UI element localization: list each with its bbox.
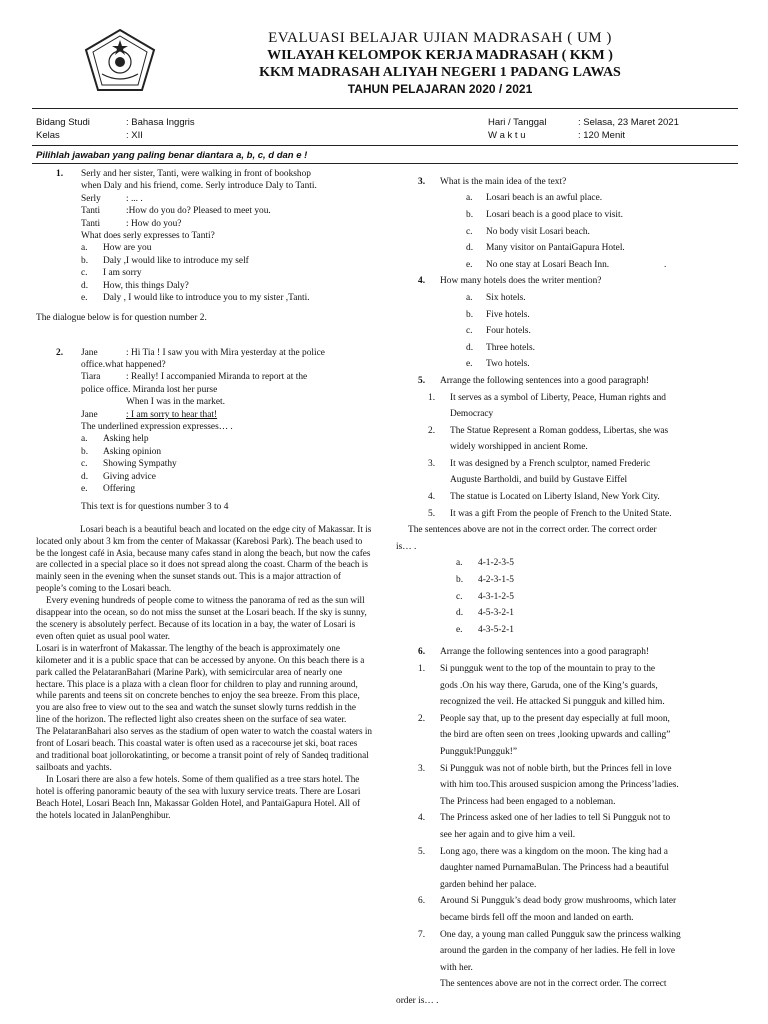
answer-option[interactable]: Three hotels. xyxy=(486,342,535,353)
question-text: Arrange the following sentences into a good paragraph! xyxy=(440,647,650,658)
option-key: a. xyxy=(466,193,473,204)
dialogue-line: When I was in the market. xyxy=(126,397,225,408)
option-key: b. xyxy=(466,209,474,220)
answer-option[interactable]: How are you xyxy=(103,243,152,254)
passage-paragraph: In Losari there are also a few hotels. Some of them qualified as a tree stars hotel. The hotel is offering panoramic beauty of the sea with luxury service treats. There are Losari Beach Hotel, Losari Beach Inn, Makassar Golden Hotel, and PantaiGapura Hotel. All of the hotels located in JalanPenghibur. xyxy=(36,773,361,820)
question-text: What does serly expresses to Tanti? xyxy=(81,230,215,241)
option-key: d. xyxy=(456,608,464,619)
answer-option[interactable]: Offering xyxy=(103,483,136,494)
answer-option[interactable]: No body visit Losari beach. xyxy=(486,226,590,237)
option-key: d. xyxy=(81,471,89,482)
answer-option[interactable]: Many visitor on PantaiGapura Hotel. xyxy=(486,243,625,254)
sentence-number: 5. xyxy=(418,846,426,857)
exam-header xyxy=(0,0,768,110)
option-key: d. xyxy=(466,243,474,254)
instruction-text: Pilihlah jawaban yang paling benar diantara a, b, c, d dan e ! xyxy=(36,150,308,161)
answer-option[interactable]: Four hotels. xyxy=(486,326,531,337)
question-text: The sentences above are not in the correct order. The correct order xyxy=(408,525,657,536)
question-text: What is the main idea of the text? xyxy=(440,177,567,187)
sentence-text: widely worshipped in ancient Rome. xyxy=(450,442,588,453)
option-key: b. xyxy=(81,255,89,266)
option-key: e. xyxy=(456,624,463,635)
answer-option[interactable]: Six hotels. xyxy=(486,292,526,303)
underlined-expression: : I am sorry to hear that! xyxy=(126,409,218,420)
ministry-emblem-logo xyxy=(84,28,156,92)
answer-option[interactable]: No one stay at Losari Beach Inn. xyxy=(486,259,610,270)
time-value: : 120 Menit xyxy=(578,130,625,141)
sentence-text: It serves as a symbol of Liberty, Peace, Human rights and xyxy=(450,392,666,403)
speaker: Tanti xyxy=(81,218,101,229)
speaker: Jane xyxy=(81,409,98,420)
sentence-text: Pungguk!Pungguk!” xyxy=(440,746,518,757)
passage-paragraph: Losari beach is a beautiful beach and located on the edge city of Makassar. It is located only about 3 km from the center of Makassar (Karebosi Park). The beach used to be the longest café in Asia, because many cafes stand in along the beach, but now the cafes are collected in a special place so it does not spread along the coast. Charm of the beach is mainly seen in the evening when the sunset stands out. This is a major attraction of people’s coming to the Losari beach. xyxy=(36,523,372,594)
question-text: Arrange the following sentences into a good paragraph! xyxy=(440,375,650,386)
question-number: 6. xyxy=(418,647,426,658)
sentence-text: Si Pungguk was not of noble birth, but the Princes fell in love xyxy=(440,763,672,774)
question-text: The sentences above are not in the correct order. The correct xyxy=(440,979,667,990)
sentence-text: The Princess asked one of her ladies to tell Si Pungguk not to xyxy=(440,813,671,824)
question-6 xyxy=(398,646,738,1011)
answer-option[interactable]: 4-2-3-1-5 xyxy=(478,575,514,586)
question-1 xyxy=(36,168,384,304)
sentence-text: the bird are often seen on trees ,looking upwards and calling” xyxy=(440,730,671,741)
sentence-text: Si pungguk went to the top of the mountain to pray to the xyxy=(440,664,656,675)
sentence-text: Democracy xyxy=(450,409,494,420)
passage-paragraph: Every evening hundreds of people come to witness the panorama of red as the sun will disappear into the ocean, so do not miss the sunset at the Losari beach. If the sky is sunny, the scenery is absolutely perfect. Because of its location in a bay, the water of Losari is even often quiet as usual pool water. xyxy=(36,595,367,641)
date-label: Hari / Tanggal xyxy=(488,117,547,128)
option-key: c. xyxy=(81,268,88,279)
sentence-number: 3. xyxy=(428,458,436,469)
answer-option[interactable]: 4-5-3-2-1 xyxy=(478,608,514,619)
answer-option[interactable]: 4-3-5-2-1 xyxy=(478,624,514,635)
option-key: c. xyxy=(81,459,88,470)
question-number: 3. xyxy=(418,177,426,187)
class-value: : XII xyxy=(126,130,143,141)
sentence-text: with him too.This aroused suspicion among the Princess’ladies. xyxy=(440,780,679,791)
dialogue-line: : ... . xyxy=(126,193,143,204)
answer-option[interactable]: Five hotels. xyxy=(486,309,530,320)
answer-option[interactable]: I am sorry xyxy=(103,268,142,279)
question-3 xyxy=(398,176,738,275)
right-column xyxy=(398,176,738,1011)
reading-passage xyxy=(36,524,372,822)
time-label: W a k t u xyxy=(488,130,526,141)
trailing-mark: . xyxy=(664,259,667,270)
sentence-text: Around Si Pungguk’s dead body grow mushrooms, which later xyxy=(440,896,677,907)
sentence-number: 1. xyxy=(418,664,426,675)
answer-option[interactable]: Asking help xyxy=(103,434,149,445)
option-key: a. xyxy=(81,434,88,445)
question-5 xyxy=(398,375,738,641)
q1-context-line: when Daly and his friend, come. Serly introduce Daly to Tanti. xyxy=(81,181,317,192)
question-number: 2. xyxy=(56,347,64,358)
option-key: a. xyxy=(466,292,473,303)
q1-context-line: Serly and her sister, Tanti, were walking in front of bookshop xyxy=(81,169,311,179)
left-column xyxy=(36,168,384,821)
question-number: 1. xyxy=(56,169,64,179)
header-title-line-4: TAHUN PELAJARAN 2020 / 2021 xyxy=(347,82,533,96)
option-key: e. xyxy=(466,359,473,370)
sentence-text: One day, a young man called Pungguk saw the princess walking xyxy=(440,929,681,940)
option-key: d. xyxy=(81,280,89,291)
passage-paragraph: Losari is in waterfront of Makassar. The lengthy of the beach is approximately one kilometer and it is a public space that can be accessed by anyone. On this beach there is a park called the PelataranBahari (Marine Park), with semicircular area of nearly one hectare. This place is a plaza with a clean floor for children to play and running around, while parents and teens sit on concrete benches to enjoy the sea breeze. From this place, you are also free to view out to the sea and watch the sunset slowly turns reddish in the line of the horizon. The reflected light also creates sheen on the surface of sea water. xyxy=(36,642,365,725)
option-key: b. xyxy=(466,309,474,320)
sentence-number: 7. xyxy=(418,929,426,940)
speaker: Jane xyxy=(81,347,98,358)
sentence-number: 1. xyxy=(428,392,436,403)
sentence-text: gods .On his way there, Garuda, one of the King’s guards, xyxy=(440,680,658,691)
sentence-text: People say that, up to the present day especially at full moon, xyxy=(440,713,670,724)
option-key: e. xyxy=(466,259,473,270)
question-text: The underlined expression expresses… . xyxy=(81,422,233,433)
question-number: 4. xyxy=(418,276,426,287)
option-key: e. xyxy=(81,292,88,303)
dialogue-line: : Hi Tia ! I saw you with Mira yesterday at the police xyxy=(126,347,325,358)
sentence-text: recognized the veil. He attacked Si pungguk and killed him. xyxy=(440,697,665,708)
sentence-text: became birds fell off the moon and landed on earth. xyxy=(440,912,634,923)
instruction-divider xyxy=(32,163,738,164)
sentence-text: It was designed by a French sculptor, named Frederic xyxy=(450,458,651,469)
speaker: Tanti xyxy=(81,206,101,217)
dialogue-line: : Really! I accompanied Miranda to report at the xyxy=(126,372,308,383)
header-title-line-2: WILAYAH KELOMPOK KERJA MADRASAH ( KKM ) xyxy=(267,48,613,63)
option-key: c. xyxy=(456,591,463,602)
sentence-number: 4. xyxy=(428,492,436,503)
sentence-number: 2. xyxy=(418,713,426,724)
option-key: c. xyxy=(466,226,473,237)
answer-option[interactable]: 4-3-1-2-5 xyxy=(478,591,514,602)
meta-divider xyxy=(32,145,738,146)
dialogue-line: : How do you? xyxy=(126,218,182,229)
answer-option[interactable]: Showing Sympathy xyxy=(103,459,177,470)
answer-option[interactable]: Two hotels. xyxy=(486,359,530,370)
sentence-text: around the garden in the company of her ladies. He fell in love xyxy=(440,946,676,957)
answer-option[interactable]: How, this things Daly? xyxy=(103,280,189,291)
sentence-text: see her again and to give him a veil. xyxy=(440,829,576,840)
sentence-number: 5. xyxy=(428,508,436,519)
class-label: Kelas xyxy=(36,130,60,141)
sentence-text: Auguste Bartholdi, and build by Gustave Eiffel xyxy=(450,475,628,486)
dialogue-line: :How do you do? Pleased to meet you. xyxy=(126,206,271,217)
dialogue-note: The dialogue below is for question number 2. xyxy=(36,313,207,324)
option-key: b. xyxy=(456,575,464,586)
option-key: a. xyxy=(81,243,88,254)
header-divider xyxy=(32,108,738,109)
sentence-text: daughter named PurnamaBulan. The Princess had a beautiful xyxy=(440,863,669,874)
answer-option[interactable]: 4-1-2-3-5 xyxy=(478,558,514,569)
sentence-text: The Statue Represent a Roman goddess, Libertas, she was xyxy=(450,425,669,436)
question-number: 5. xyxy=(418,375,426,386)
option-key: c. xyxy=(466,326,473,337)
dialogue-line: office.what happened? xyxy=(81,360,166,371)
speaker: Tiara xyxy=(81,372,101,383)
sentence-text: The statue is Located on Liberty Island, New York City. xyxy=(450,492,660,503)
question-text: order is… . xyxy=(396,995,439,1006)
question-2 xyxy=(36,347,384,496)
sentence-number: 2. xyxy=(428,425,436,436)
sentence-text: It was a gift From the people of French to the United State. xyxy=(450,508,672,519)
answer-option[interactable]: Losari beach is an awful place. xyxy=(486,193,603,204)
subject-value: : Bahasa Inggris xyxy=(126,117,195,128)
header-title-line-1: EVALUASI BELAJAR UJIAN MADRASAH ( UM ) xyxy=(268,30,612,46)
dialogue-line: police office. Miranda lost her purse xyxy=(81,384,218,395)
sentence-text: The Princess had been engaged to a nobleman. xyxy=(440,796,616,807)
passage-note: This text is for questions number 3 to 4 xyxy=(81,502,229,513)
answer-option[interactable]: Daly ,I would like to introduce my self xyxy=(103,255,249,266)
date-value: : Selasa, 23 Maret 2021 xyxy=(578,117,679,128)
answer-option[interactable]: Daly , I would like to introduce you to my sister ,Tanti. xyxy=(103,292,310,303)
option-key: d. xyxy=(466,342,474,353)
sentence-text: Long ago, there was a kingdom on the moon. The king had a xyxy=(440,846,668,857)
sentence-text: garden behind her palace. xyxy=(440,879,537,890)
sentence-number: 3. xyxy=(418,763,426,774)
answer-option[interactable]: Losari beach is a good place to visit. xyxy=(486,209,623,220)
sentence-number: 6. xyxy=(418,896,426,907)
question-text: is… . xyxy=(396,541,417,552)
passage-paragraph: The PelataranBahari also serves as the stadium of open water to watch the coastal waters in front of Losari beach. This coastal water is often used as a racecourse jet ski, boat races and traditional boat jollorokatinting, or become a transit point of rely of Sandeq traditional sailboats and yachts. xyxy=(36,726,372,772)
option-key: e. xyxy=(81,483,88,494)
question-text: How many hotels does the writer mention? xyxy=(440,276,602,287)
subject-label: Bidang Studi xyxy=(36,117,90,128)
sentence-number: 4. xyxy=(418,813,426,824)
option-key: a. xyxy=(456,558,463,569)
answer-option[interactable]: Giving advice xyxy=(103,471,156,482)
option-key: b. xyxy=(81,446,89,457)
speaker: Serly xyxy=(81,193,101,204)
question-4 xyxy=(398,275,738,375)
answer-option[interactable]: Asking opinion xyxy=(103,446,162,457)
sentence-text: with her. xyxy=(440,962,473,973)
header-title-line-3: KKM MADRASAH ALIYAH NEGERI 1 PADANG LAWAS xyxy=(259,65,621,80)
